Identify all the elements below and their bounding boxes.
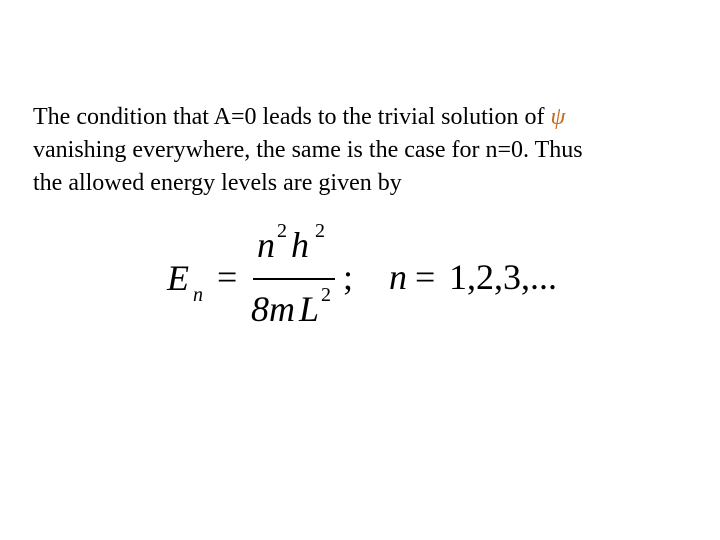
body-paragraph: [33, 101, 693, 200]
energy-level-equation: [165, 220, 585, 329]
denominator-L-exponent: 2: [321, 284, 331, 306]
paragraph-line-2: vanishing everywhere, the same is the case for n=0. Thus: [33, 137, 583, 163]
denominator-L: L: [299, 289, 320, 329]
equation-separator: ;: [343, 257, 354, 297]
n-values: 1,2,3,...: [449, 257, 557, 297]
equals-sign-1: =: [217, 257, 238, 297]
energy-subscript: n: [193, 284, 203, 306]
psi-symbol: ψ: [550, 104, 566, 130]
numerator-h-exponent: 2: [315, 220, 325, 242]
denominator-coefficient: 8m: [251, 289, 295, 329]
numerator-n: n: [257, 225, 275, 265]
paragraph-line-1-text: The condition that A=0 leads to the trivial solution of: [33, 104, 551, 130]
fraction-bar: [253, 278, 335, 280]
paragraph-line-3: the allowed energy levels are given by: [33, 170, 402, 196]
paragraph-line-1: [33, 101, 693, 134]
energy-symbol: E: [167, 258, 189, 298]
n-symbol: n: [389, 257, 407, 297]
numerator-h: h: [291, 225, 309, 265]
numerator-n-exponent: 2: [277, 220, 287, 242]
equals-sign-2: =: [415, 257, 436, 297]
